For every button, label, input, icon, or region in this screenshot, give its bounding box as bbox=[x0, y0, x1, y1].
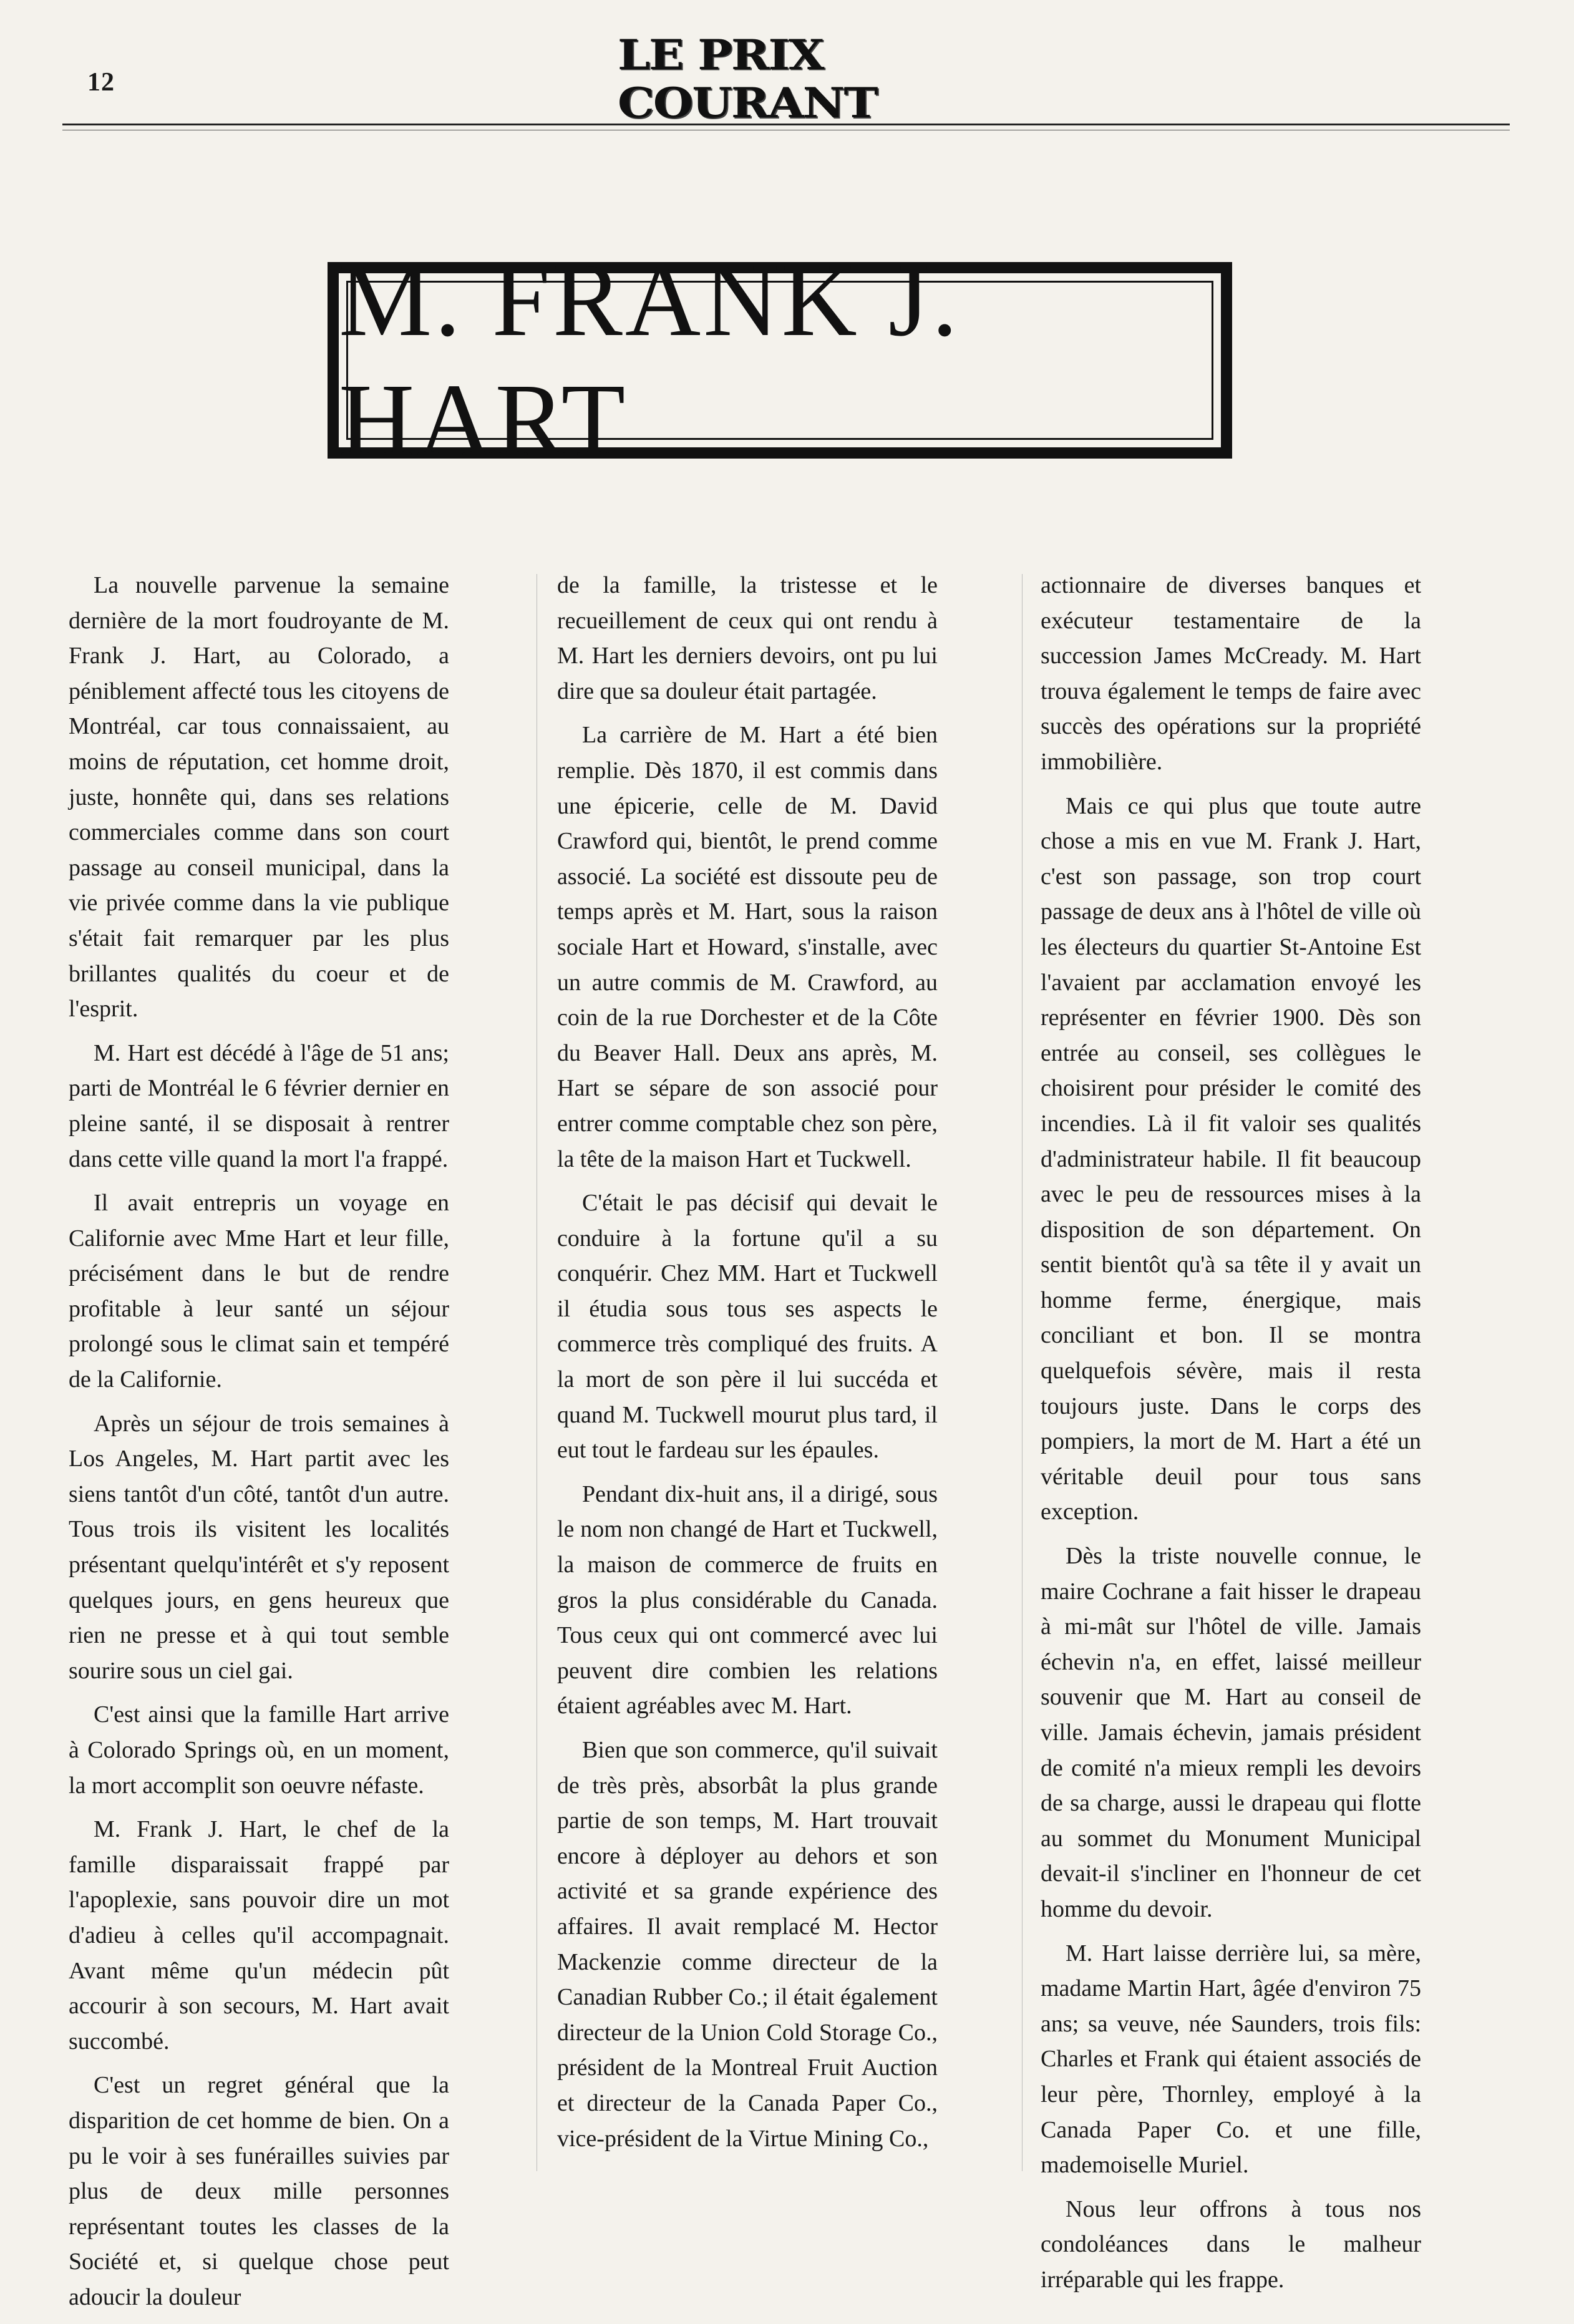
masthead bbox=[618, 31, 955, 128]
paragraph: M. Hart laisse derrière lui, sa mère, madame Martin Hart, âgée d'environ 75 ans; sa veuve, née Saunders, trois fils: Charles et Frank qui étaient associés de leur père, Thornley, employé à la Canada Paper Co. et une fille, mademoiselle Muriel. bbox=[1041, 1940, 1421, 2179]
paragraph: Pendant dix-huit ans, il a dirigé, sous le nom non changé de Hart et Tuckwell, la maison de commerce de fruits en gros la plus considérable du Canada. Tous ceux qui ont commercé avec lui peuvent dire combien les relations étaient agréables avec M. Hart. bbox=[557, 1480, 938, 1719]
paragraph: La nouvelle parvenue la semaine dernière de la mort foudroyante de M. Frank J. Hart, au Colorado, a péniblement affecté tous les citoyens de Montréal, car tous connaissaient, au moins de réputation, cet homme droit, juste, honnête qui, dans ses relations commerciales comme dans son court passage au conseil municipal, dans la vie privée comme dans la vie publique s'était fait remarquer par les plus brillantes qualités du coeur et de l'esprit. bbox=[69, 572, 449, 1023]
paragraph: C'était le pas décisif qui devait le conduire à la fortune qu'il a su conquérir. Chez MM. Hart et Tuckwell il étudia sous tous ses aspects le commerce très compliqué des fruits. A la mort de son père il lui succéda et quand M. Tuckwell mourut plus tard, il eut tout le fardeau sur les épaules. bbox=[557, 1190, 938, 1464]
paragraph: Nous leur offrons à tous nos condoléances dans le malheur irréparable qui les frappe. bbox=[1041, 2195, 1421, 2293]
paragraph: Après un séjour de trois semaines à Los Angeles, M. Hart partit avec les siens tantôt d'un côté, tantôt d'un autre. Tous trois ils visitent les localités présentant quelqu'intérêt et s'y reposent quelques jours, en gens heureux que rien ne presse et à qui tout semble sourire sous un ciel gai. bbox=[69, 1410, 449, 1684]
paragraph: Dès la triste nouvelle connue, le maire Cochrane a fait hisser le drapeau à mi-mât sur l'hôtel de ville. Jamais échevin n'a, en effet, laissé meilleur souvenir que M. Hart au conseil de ville. Jamais échevin, jamais président de comité n'a mieux rempli les devoirs de sa charge, aussi le drapeau qui flotte au sommet du Monument Municipal devait-il s'incliner en l'honneur de cet homme du devoir. bbox=[1041, 1543, 1421, 1922]
paragraph: La carrière de M. Hart a été bien remplie. Dès 1870, il est commis dans une épicerie, celle de M. David Crawford qui, bientôt, le prend comme associé. La société est dissoute peu de temps après et M. Hart, sous la raison sociale Hart et Howard, s'installe, avec un autre commis de M. Crawford, au coin de la rue Dorchester et de la Côte du Beaver Hall. Deux ans après, M. Hart se sépare de son associé pour entrer comme comptable chez son père, la tête de la maison Hart et Tuckwell. bbox=[557, 722, 938, 1172]
page-number: 12 bbox=[87, 68, 115, 97]
paragraph: M. Frank J. Hart, le chef de la famille disparaissait frappé par l'apoplexie, sans pouvoir dire un mot d'adieu à celles qu'il accompagnait. Avant même qu'un médecin pût accourir à son secours, M. Hart avait succombé. bbox=[69, 1816, 449, 2054]
paragraph: C'est un regret général que la disparition de cet homme de bien. On a pu le voir à ses funérailles suivies par plus de deux mille personnes représentant toutes les classes de la Société et, si quelque chose peut adoucir la douleur bbox=[69, 2072, 449, 2310]
article-column-3 bbox=[1041, 568, 1421, 2307]
title-frame bbox=[328, 241, 1232, 479]
paragraph: actionnaire de diverses banques et exécuteur testamentaire de la succession James McCready. M. Hart trouva également le temps de faire avec succès des opérations sur la propriété immobilière. bbox=[1041, 572, 1421, 775]
paragraph: Bien que son commerce, qu'il suivait de très près, absorbât la plus grande partie de son temps, M. Hart trouvait encore à déployer au dehors et son activité et sa grande expérience des affaires. Il avait remplacé M. Hector Mackenzie comme directeur de la Canadian Rubber Co.; il était également directeur de la Union Cold Storage Co., président de la Montreal Fruit Auction et directeur de la Canada Paper Co., vice-président de la Virtue Mining Co., bbox=[557, 1737, 938, 2152]
article-column-2 bbox=[557, 568, 938, 2165]
column-divider bbox=[1022, 574, 1023, 2171]
paragraph: Mais ce qui plus que toute autre chose a mis en vue M. Frank J. Hart, c'est son passage, son trop court passage de deux ans à l'hôtel de ville où les électeurs du quartier St-Antoine Est l'avaient par acclamation envoyé les représenter en février 1900. Dès son entrée au conseil, ses collègues le choisirent pour présider le comité des incendies. Là il fit valoir ses qualités d'administrateur habile. Il fit beaucoup avec le peu de ressources mises à la disposition de son département. On sentit bientôt qu'à sa tête il y avait un homme ferme, énergique, mais conciliant et bon. Il se montra quelquefois sévère, mais il resta toujours juste. Dans le corps des pompiers, la mort de M. Hart a été un véritable deuil pour tous sans exception. bbox=[1041, 792, 1421, 1525]
masthead-logo: LE PRIX COURANT bbox=[618, 31, 877, 128]
paragraph: C'est ainsi que la famille Hart arrive à Colorado Springs où, en un moment, la mort accomplit son oeuvre néfaste. bbox=[69, 1701, 449, 1799]
paragraph: de la famille, la tristesse et le recueillement de ceux qui ont rendu à M. Hart les derniers devoirs, ont pu lui dire que sa douleur était partagée. bbox=[557, 572, 938, 704]
paragraph: M. Hart est décédé à l'âge de 51 ans; parti de Montréal le 6 février dernier en pleine santé, il se disposait à rentrer dans cette ville quand la mort l'a frappé. bbox=[69, 1039, 449, 1172]
article-title: M. FRANK J. HART bbox=[339, 241, 961, 479]
header-rule bbox=[62, 124, 1510, 125]
paragraph: Il avait entrepris un voyage en Californie avec Mme Hart et leur fille, précisément dans le but de rendre profitable à leur santé un séjour prolongé sous le climat sain et tempéré de la Californie. bbox=[69, 1190, 449, 1393]
article-column-1 bbox=[69, 568, 449, 2324]
